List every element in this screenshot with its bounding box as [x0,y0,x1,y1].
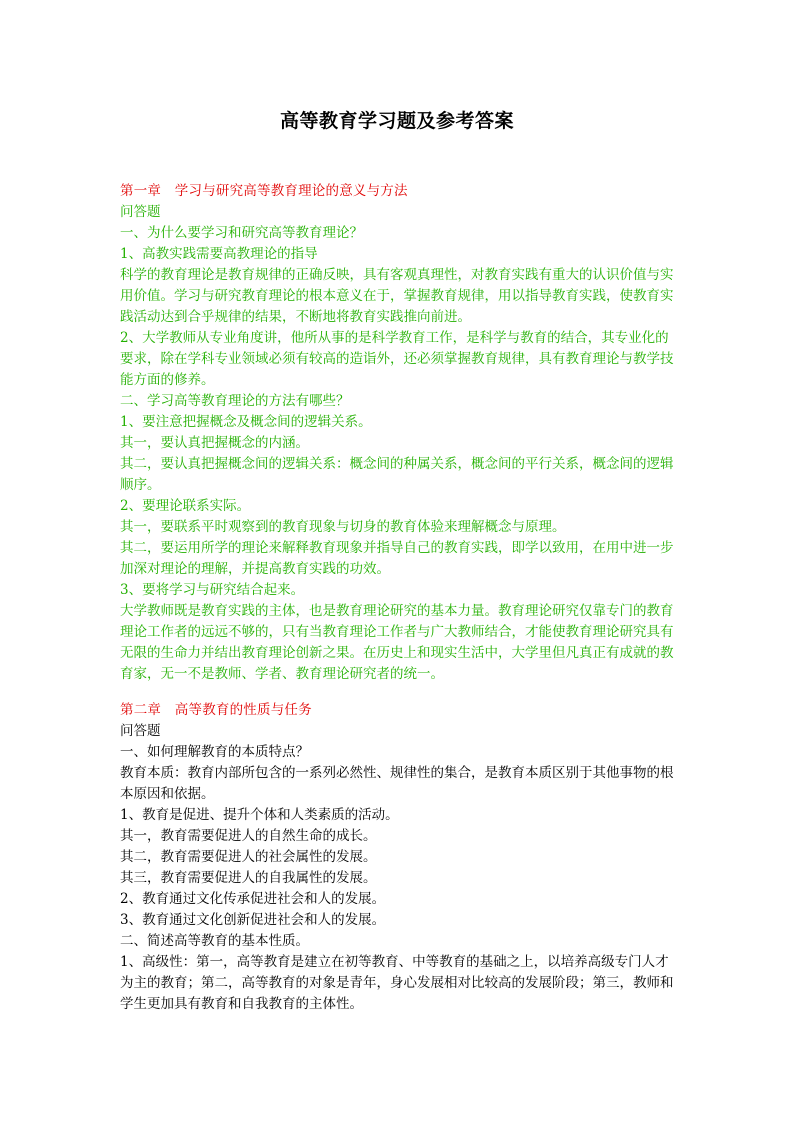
chapter-2-heading: 第二章 高等教育的性质与任务 [120,702,312,718]
chapter-2-question-type: 问答题 [120,723,161,739]
paragraph: 一、如何理解教育的本质特点？ [120,744,309,760]
paragraph: 1、高教实践需要高教理论的指导 [120,246,318,262]
paragraph: 其三，教育需要促进人的自我属性的发展。 [120,870,377,886]
paragraph: 一、为什么要学习和研究高等教育理论？ [120,225,363,241]
paragraph: 二、学习高等教育理论的方法有哪些？ [120,393,350,409]
paragraph: 其二，要认真把握概念间的逻辑关系：概念间的种属关系，概念间的平行关系，概念间的逻辑顺序。 [120,456,674,493]
paragraph: 大学教师既是教育实践的主体，也是教育理论研究的基本力量。教育理论研究仅靠专门的教育理论工作者的远远不够的，只有当教育理论工作者与广大教师结合，才能使教育理论研究具有无限的生命力并结出教育理论创新之果。在历史上和现实生活中，大学里但凡真正有成就的教育家，无一不是教师、学者、教育理论研究者的统一。 [120,603,674,682]
chapter-2-section [120,700,676,1015]
paragraph: 2、教育通过文化传承促进社会和人的发展。 [120,891,386,907]
paragraph: 其一，要联系平时观察到的教育现象与切身的教育体验来理解概念与原理。 [120,519,566,535]
chapter-1-heading: 第一章 学习与研究高等教育理论的意义与方法 [120,183,408,199]
chapter-1-section [120,181,676,685]
paragraph: 1、教育是促进、提升个体和人类素质的活动。 [120,807,399,823]
paragraph: 1、要注意把握概念及概念间的逻辑关系。 [120,414,372,430]
paragraph: 3、教育通过文化创新促进社会和人的发展。 [120,912,386,928]
paragraph: 其一，要认真把握概念的内涵。 [120,435,309,451]
paragraph: 1、高级性：第一，高等教育是建立在初等教育、中等教育的基础之上，以培养高级专门人才为主的教育；第二，高等教育的对象是青年，身心发展相对比较高的发展阶段；第三，教师和学生更加具有教育和自我教育的主体性。 [120,954,674,1012]
paragraph: 教育本质：教育内部所包含的一系列必然性、规律性的集合，是教育本质区别于其他事物的根本原因和依据。 [120,765,674,802]
paragraph: 二、简述高等教育的基本性质。 [120,933,309,949]
paragraph: 其二，教育需要促进人的社会属性的发展。 [120,849,377,865]
chapter-1-question-type: 问答题 [120,204,161,220]
paragraph: 其二，要运用所学的理论来解释教育现象并指导自己的教育实践，即学以致用，在用中进一步加深对理论的理解，并提高教育实践的功效。 [120,540,674,577]
paragraph: 科学的教育理论是教育规律的正确反映，具有客观真理性，对教育实践有重大的认识价值与实用价值。学习与研究教育理论的根本意义在于，掌握教育规律，用以指导教育实践，使教育实践活动达到合乎规律的结果，不断地将教育实践推向前进。 [120,267,674,325]
paragraph: 2、大学教师从专业角度讲，他所从事的是科学教育工作，是科学与教育的结合，其专业化的要求，除在学科专业领域必须有较高的造诣外，还必须掌握教育规律，具有教育理论与教学技能方面的修养。 [120,330,674,388]
paragraph: 2、要理论联系实际。 [120,498,251,514]
paragraph: 3、要将学习与研究结合起来。 [120,582,305,598]
document-title: 高等教育学习题及参考答案 [279,110,514,132]
paragraph: 其一，教育需要促进人的自然生命的成长。 [120,828,377,844]
